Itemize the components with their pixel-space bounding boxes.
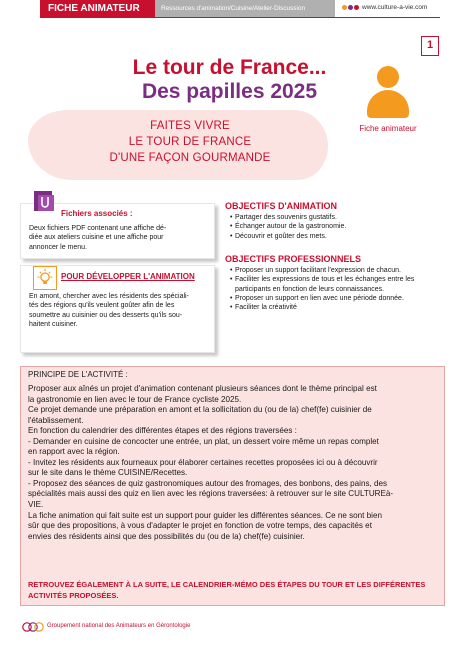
principle-heading: PRINCIPE DE L'ACTIVITÉ :	[28, 370, 128, 379]
principle-text	[28, 384, 441, 542]
principle-line: envies des résidents ainsi que des possibilités du (ou de la) chef(fe) cuisinier.	[28, 531, 305, 541]
tagline-line-3: D'UNE FAÇON GOURMANDE	[109, 152, 271, 164]
files-line: Deux fichiers PDF contenant une affiche dé-	[29, 225, 167, 232]
principle-line: l'établissement.	[28, 415, 84, 425]
list-item: • Faciliter les expressions de tous et les échanges entre les participants en fonction de leurs connaissances.	[230, 275, 445, 294]
principle-line: VIE.	[28, 500, 44, 510]
list-item: • Échanger autour de la gastronomie.	[230, 222, 445, 231]
principle-line: spécialités mais aussi des quiz en lien avec les régions traversées: à retrouver sur le site CULTUREà-	[28, 489, 394, 499]
principle-line: - Invitez les résidents aux fourneaux pour élaborer certaines recettes proposées ici ou à découvrir	[28, 457, 378, 467]
develop-line: haitent cuisiner.	[29, 321, 78, 329]
lightbulb-icon	[33, 266, 57, 290]
site-link[interactable]	[342, 4, 427, 11]
develop-line: soumettre au cuisinier ou des desserts qu'ils sou-	[29, 311, 183, 319]
principle-footer-line: ACTIVITÉS PROPOSÉES.	[28, 590, 119, 600]
files-line: annoncer le menu.	[29, 243, 87, 251]
person-icon	[363, 66, 413, 122]
files-heading: Fichiers associés :	[61, 209, 133, 218]
develop-line: tés des régions qu'ils veulent goûter afin de les	[29, 302, 175, 310]
objectives-pro-list	[230, 266, 445, 312]
page-number: 1	[421, 36, 439, 56]
principle-line: en rapport avec la région.	[28, 447, 120, 457]
principle-line: - Demander en cuisine de concocter une entrée, un plat, un dessert voire même un repas complet	[28, 436, 379, 446]
develop-line: En amont, chercher avec les résidents des spéciali-	[29, 293, 189, 300]
develop-text	[29, 292, 189, 330]
principle-line: La fiche animation qui fait suite est un support pour guider les différentes séances. Ce ne sont bien	[28, 510, 382, 520]
breadcrumb: Ressources d'animation/Cuisine/Atelier-Discussion	[155, 0, 335, 17]
objectives-animation-heading: OBJECTIFS D'ANIMATION	[225, 201, 337, 211]
principle-footer-line: RETROUVEZ ÉGALEMENT À LA SUITE, LE CALENDRIER-MÉMO DES ÉTAPES DU TOUR ET LES DIFFÉRENTES	[28, 580, 426, 589]
principle-box	[20, 366, 445, 606]
principle-line: En fonction du calendrier des différentes étapes et des régions traversées :	[28, 426, 297, 436]
header-tab-label: FICHE ANIMATEUR	[40, 0, 155, 17]
list-item: • Découvrir et goûter des mets.	[230, 232, 445, 241]
files-line: diée aux ateliers cuisine et une affiche pour	[29, 234, 164, 242]
file-icon	[32, 189, 56, 213]
principle-line: sur le site dans le thème CUISINE/Recettes.	[28, 468, 188, 478]
list-item: • Proposer un support en lien avec une période donnée.	[230, 294, 445, 303]
principle-line: Proposer aux aînés un projet d'animation contenant plusieurs séances dont le thème principal est	[28, 384, 377, 393]
title-line-2: Des papilles 2025	[141, 80, 318, 103]
site-url[interactable]: www.culture-a-vie.com	[362, 4, 428, 11]
list-item: • Proposer un support facilitant l'expression de chacun.	[230, 266, 445, 275]
page-header	[0, 0, 459, 30]
principle-line: - Proposez des séances de quiz gastronomiques autour des fromages, des bonbons, des pains, des	[28, 478, 388, 488]
title-line-1: Le tour de France...	[132, 56, 327, 79]
principle-line: Ce projet demande une préparation en amont et la sollicitation du (ou de la) chef(fe) cuisinier de	[28, 405, 372, 415]
tagline-line-1: FAITES VIVRE	[150, 120, 230, 132]
objectives-pro-heading: OBJECTIFS PROFESSIONNELS	[225, 254, 362, 264]
gnag-logo-icon	[22, 620, 44, 634]
files-text	[29, 224, 166, 252]
objectives-animation-list	[230, 213, 445, 241]
principle-line: la gastronomie en lien avec le tour de France cycliste 2025.	[28, 394, 242, 404]
list-item: • Partager des souvenirs gustatifs.	[230, 213, 445, 222]
header-divider	[40, 17, 440, 18]
footer-text: Groupement national des Animateurs en Gérontologie	[47, 623, 191, 629]
avatar-label: Fiche animateur	[359, 124, 417, 133]
develop-heading: POUR DÉVELOPPER L'ANIMATION	[61, 272, 195, 281]
tagline-line-2: LE TOUR DE FRANCE	[128, 136, 252, 148]
principle-footer	[28, 580, 441, 601]
site-logo-icon	[342, 5, 359, 10]
list-item: • Faciliter la créativité	[230, 303, 445, 312]
principle-line: sûr que des propositions, à vous d'adapter le projet en fonction de votre temps, des capacités et	[28, 521, 372, 531]
